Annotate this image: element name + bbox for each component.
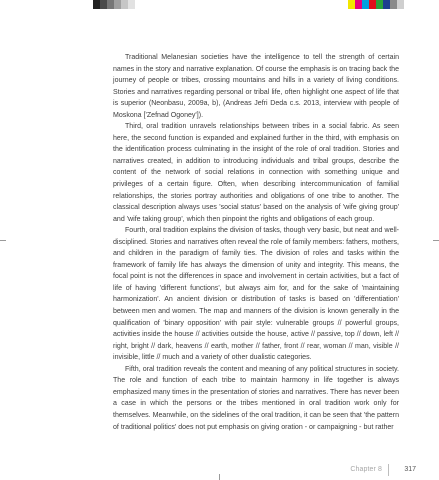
gray-swatch [100,0,107,9]
paragraph: Third, oral tradition unravels relationships between tribes in a social fabric. As seen here, the second function is expanded and explained further in the third, with emphasis on the identification process culminating in the insight of the role of oral tradition. Stories and narratives created, in addition to introducing individuals and tribal groups, describe the content of the network of social relations in connection with something unique and privileges of a certain figure. Often, when describing intercommunication of familial relationships, the stories portray authorities and obligations of one tribe to another. The classical description always uses 'social status' based on the analysis of 'wife giving group' and 'wife taking group', which then pinpoint the rights and obligations of each group. [113,123,399,223]
paragraph: Fifth, oral tradition reveals the content and meaning of any political structures in society. The role and function of each tribe to maintain harmony in life together is always emphasized many times in the presentation of stories and narratives. There has never been a case in which the persons or the tribes mentioned in oral tradition work only for themselves. Meanwhile, on the sidelines of the oral tradition, it can be seen that 'the pattern of traditional politics' does not put emphasis on giving oration - or campaigning - but rather [113,365,399,431]
color-swatch [383,0,390,9]
color-swatch [390,0,397,9]
crop-mark [0,240,6,241]
color-swatch [397,0,404,9]
color-swatch [376,0,383,9]
color-swatch [369,0,376,9]
color-swatch [362,0,369,9]
footer-divider [388,464,389,476]
gray-swatch [93,0,100,9]
chapter-label: Chapter 8 [350,466,382,473]
body-text [113,52,399,433]
color-swatch [355,0,362,9]
grayscale-print-bar [93,0,135,9]
page-number: 317 [404,466,416,473]
color-print-bar [348,0,404,9]
gray-swatch [114,0,121,9]
gray-swatch [121,0,128,9]
gray-swatch [107,0,114,9]
gray-swatch [128,0,135,9]
crop-mark [433,240,439,241]
paragraph: Traditional Melanesian societies have the intelligence to tell the strength of certain names in the story and narrative explanation. Of course the emphasis is on tracing back the journey of people or tribes, crossing mountains and hills in a variety of living conditions. Stories and narratives regarding personal or tribal life, often highlight one aspect of life that is superior (Neonbasu, 2009a, b), (Andreas Jefri Deda c.s. 2013, interview with people of Moskona ['Zefnad Ogoney']). [113,54,399,119]
paragraph: Fourth, oral tradition explains the division of tasks, though very basic, but neat and well-disciplined. Stories and narratives often reveal the role of family members: fathers, mothers, and children in the paradigm of family ties. The division of roles and tasks within the framework of family life has always the dimension of unity and integrity. This means, the focal point is not the differences in space and involvement in certain activities, but a fact of life of having 'different functions', but always aim for, and for the sake of 'maintaining harmonization'. An ancient division or distribution of tasks is based on 'differentiation' between men and women. The map and manners of the division is known generally in the qualification of 'binary opposition' with pair style: vulnerable groups // powerful groups, activities inside the house // activities outside the house, active // passive, top // down, left // right, bright // dark, heavens // earth, mother // father, front // rear, woman // man, visible // invisible, little // much and a variety of other dualistic categories. [113,227,399,362]
color-swatch [348,0,355,9]
crop-mark [219,474,220,480]
